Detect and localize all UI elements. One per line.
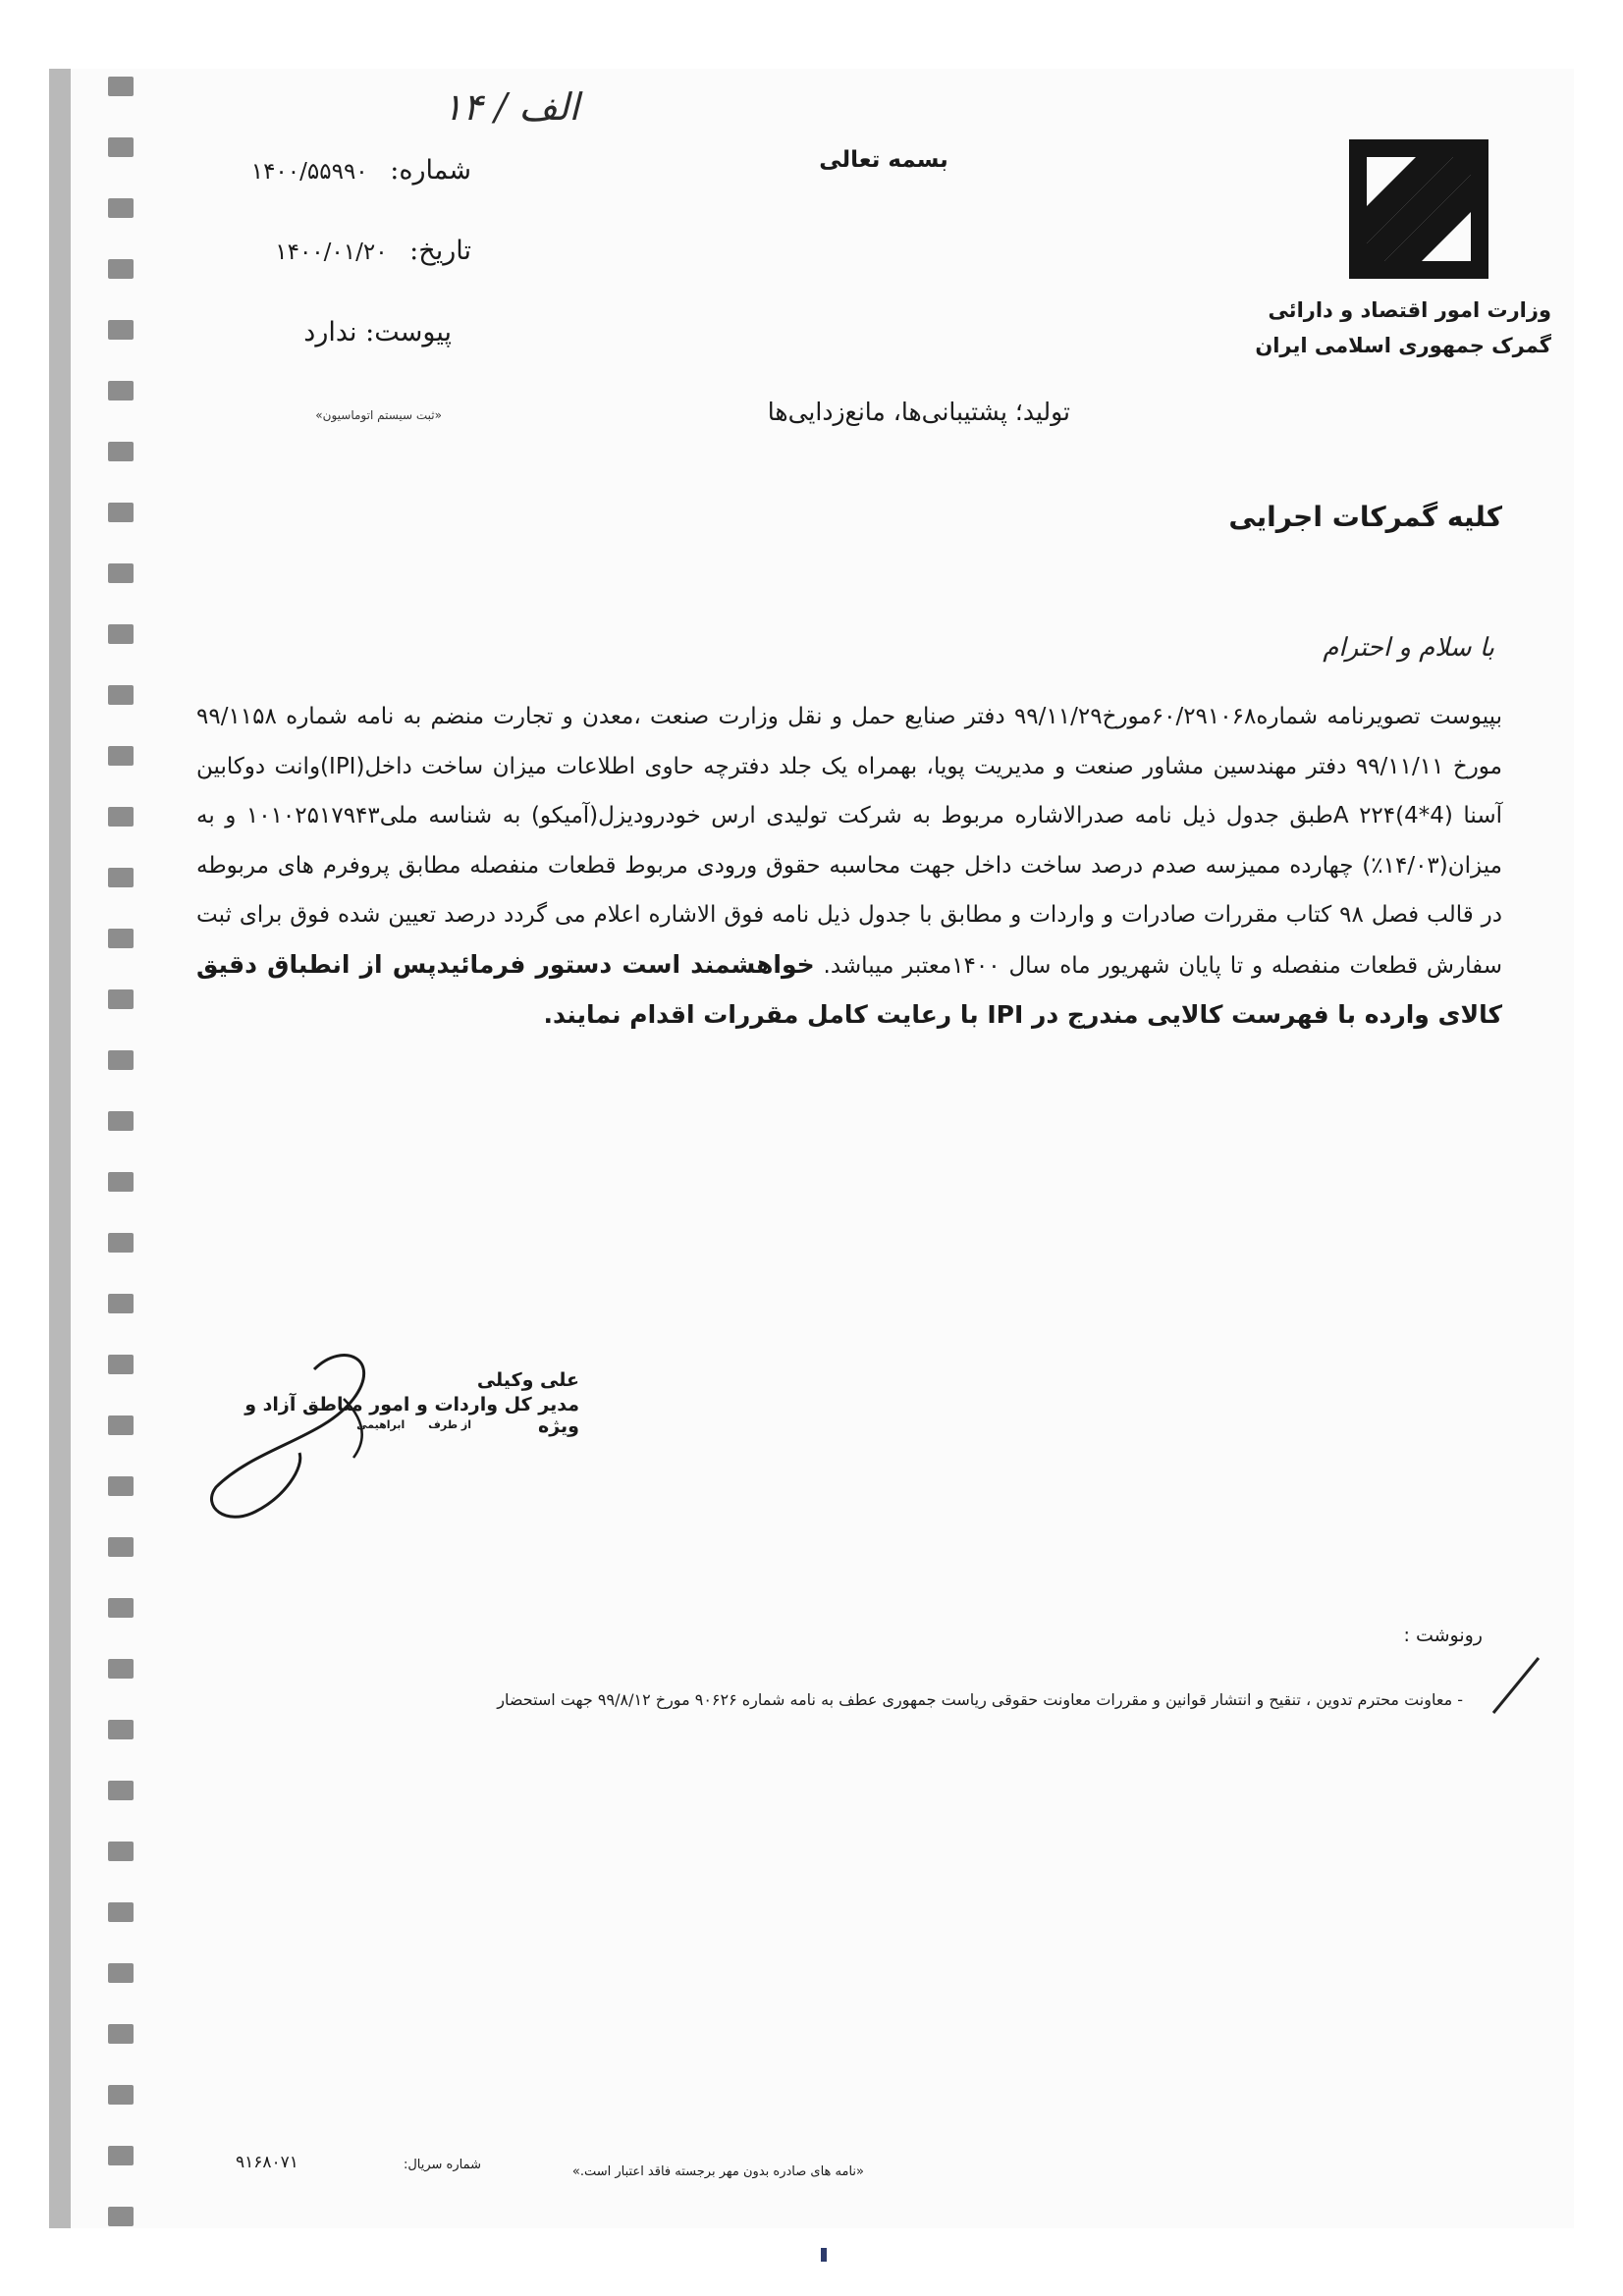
binding-holes (108, 77, 135, 2216)
body-paragraph: بپیوست تصویرنامه شماره۶۰/۲۹۱۰۶۸مورخ۹۹/۱۱/۲۹ دفتر صنایع حمل و نقل وزارت صنعت ،معدن و تجارت منضم به نامه شماره ۹۹/۱۱۵۸ مورخ ۹۹/۱۱/۱۱ دفتر مهندسین مشاور صنعت و مدیریت پویا، بهمراه یک جلد دفترچه حاوی اطلاعات میزان ساخت داخل(IPI)وانت دوکابین آسنا (4*4)A ۲۲۴طبق جدول ذیل نامه صدرالاشاره مربوط به شرکت تولیدی ارس خودرودیزل(آمیکو) به شناسه ملی۱۰۱۰۲۵۱۷۹۴۳ و به میزان(۱۴/۰۳٪) چهارده ممیزسه صدم درصد ساخت داخل جهت محاسبه حقوق ورودی مربوط قطعات منفصله مطابق پروفرم های مربوطه در قالب فصل ۹۸ کتاب مقررات صادرات و واردات و مطابق با جدول ذیل نامه فوق الاشاره اعلام می گردد درصد تعیین شده فوق برای ثبت سفارش قطعات منفصله و تا پایان شهریور ماه سال ۱۴۰۰معتبر میباشد. (196, 704, 1503, 979)
binding-hole (108, 1902, 134, 1922)
organization-name (1198, 293, 1551, 363)
letter-body (196, 692, 1502, 1041)
binding-hole (108, 1537, 134, 1557)
number-label: شماره: (390, 155, 471, 186)
binding-hole (108, 929, 134, 948)
binding-hole (108, 1050, 134, 1070)
handwritten-greeting (1237, 620, 1502, 669)
serial-label: شماره سریال: (403, 2158, 481, 2172)
binding-hole (108, 1233, 134, 1253)
binding-hole (108, 1415, 134, 1435)
scan-mark (821, 2248, 827, 2262)
binding-hole (108, 1111, 134, 1131)
letter-attachment (167, 317, 452, 347)
binding-hole (108, 77, 134, 96)
subject-line: تولید؛ پشتیبانی‌ها، مانع‌زدایی‌ها (767, 398, 1070, 426)
signer-on-behalf (324, 1418, 471, 1431)
cc-label: رونوشت : (1403, 1625, 1483, 1646)
binding-hole (108, 1659, 134, 1679)
binding-hole (108, 1355, 134, 1374)
ministry-line: وزارت امور اقتصاد و دارائی (1268, 298, 1551, 322)
customs-line: گمرک جمهوری اسلامی ایران (1255, 334, 1551, 357)
binding-hole (108, 442, 134, 461)
handwritten-slash (1488, 1652, 1546, 1721)
binding-hole (108, 1598, 134, 1618)
basmala: بسمه تعالی (819, 147, 948, 173)
greeting-text: با سلام و احترام (1323, 633, 1494, 663)
binding-hole (108, 1476, 134, 1496)
recipient: کلیه گمرکات اجرایی (1228, 501, 1502, 533)
body-emphasis: خواهشمند است دستور فرمائیدپس از انطباق دقیق کالای وارده با فهرست کالایی مندرج در IPI با رعایت کامل مقررات اقدام نمایند. (196, 949, 1502, 1029)
letter-date (187, 236, 471, 266)
attachment-label: پیوست: (365, 317, 452, 347)
binding-hole (108, 259, 134, 279)
serial-number: ۹۱۶۸۰۷۱ (236, 2153, 298, 2172)
handwritten-reference-text: ۱۴ / الف (442, 85, 579, 129)
binding-hole (108, 2085, 134, 2105)
binding-hole (108, 2146, 134, 2165)
document-page (49, 69, 1574, 2228)
binding-hole (108, 1781, 134, 1800)
binding-hole (108, 198, 134, 218)
binding-hole (108, 1172, 134, 1192)
binding-hole (108, 1842, 134, 1861)
binding-hole (108, 685, 134, 705)
handwritten-reference (353, 73, 589, 141)
binding-hole (108, 746, 134, 766)
binding-hole (108, 1720, 134, 1739)
binding-hole (108, 2024, 134, 2044)
signer-name: علی وکیلی (476, 1369, 579, 1391)
attachment-value: ندارد (303, 317, 357, 347)
validity-note: «نامه های صادره بدون مهر برجسته فاقد اعتبار است.» (571, 2164, 864, 2179)
customs-logo-icon (1345, 135, 1492, 283)
binding-hole (108, 989, 134, 1009)
binding-hole (108, 1294, 134, 1313)
binding-spine (49, 69, 71, 2228)
binding-hole (108, 624, 134, 644)
binding-hole (108, 2207, 134, 2226)
binding-hole (108, 137, 134, 157)
on-behalf-label: از طرف (428, 1418, 471, 1431)
automation-note: «ثبت سیستم اتوماسیون» (315, 408, 442, 422)
binding-hole (108, 503, 134, 522)
signer-title: مدیر کل واردات و امور مناطق آزاد و ویژه (244, 1394, 579, 1437)
date-value: ۱۴۰۰/۰۱/۲۰ (275, 240, 388, 265)
binding-hole (108, 320, 134, 340)
binding-hole (108, 1963, 134, 1983)
binding-hole (108, 807, 134, 827)
cc-item: - معاونت محترم تدوین ، تنقیح و انتشار قوانین و مقررات معاونت حقوقی ریاست جمهوری عطف به نامه شماره ۹۰۶۲۶ مورخ ۹۹/۸/۱۲ جهت استحضار (497, 1690, 1463, 1709)
binding-hole (108, 563, 134, 583)
letter-number (187, 155, 471, 186)
date-label: تاریخ: (409, 236, 471, 266)
binding-hole (108, 868, 134, 887)
binding-hole (108, 381, 134, 400)
number-value: ۱۴۰۰/۵۵۹۹۰ (250, 159, 368, 185)
signer-note: ابراهیمی (356, 1418, 406, 1431)
